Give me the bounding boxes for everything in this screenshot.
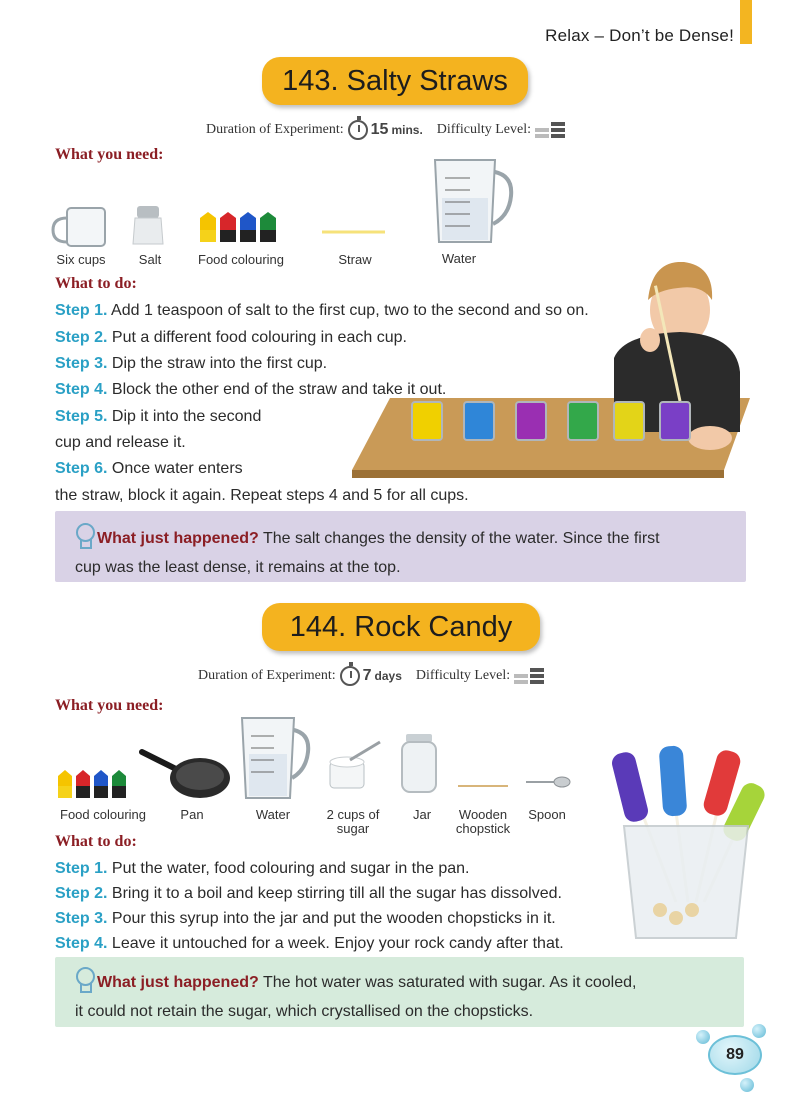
materials-illustration xyxy=(50,158,520,248)
step-row: Step 2. Put a different food colouring in each cup. xyxy=(55,329,407,346)
food-colouring-icon xyxy=(58,770,126,798)
item-label: sugar xyxy=(336,821,370,836)
step-row: Step 1. Put the water, food colouring and sugar in the pan. xyxy=(55,860,470,877)
experiment-title: 143. Salty Straws xyxy=(262,57,528,105)
cup-icon xyxy=(53,208,105,246)
what-happened-lead: What just happened? xyxy=(97,974,259,991)
difficulty-label: Difficulty Level: xyxy=(436,122,531,137)
experiment-meta xyxy=(206,120,565,140)
step-row: Step 2. Bring it to a boil and keep stirring till all the sugar has dissolved. xyxy=(55,885,562,902)
what-happened-text: The salt changes the density of the water. Since the first xyxy=(262,530,660,547)
duration-value: 15 xyxy=(370,121,389,138)
frying-pan-icon xyxy=(142,752,230,798)
item-label: Straw xyxy=(338,252,372,267)
stopwatch-icon xyxy=(348,120,368,140)
duration-value: 7 xyxy=(362,667,372,684)
molecule-decoration xyxy=(696,1030,710,1044)
todo-label: What to do: xyxy=(55,833,137,850)
duration-label: Duration of Experiment: xyxy=(198,668,336,683)
duration-label: Duration of Experiment: xyxy=(206,122,344,137)
need-label: What you need: xyxy=(55,697,164,714)
step-row: the straw, block it again. Repeat steps 4 and 5 for all cups. xyxy=(55,487,469,504)
duration-unit: mins. xyxy=(391,123,423,137)
difficulty-icon xyxy=(535,122,565,138)
step-row: Step 4. Leave it untouched for a week. Enjoy your rock candy after that. xyxy=(55,935,564,952)
what-happened-text: The hot water was saturated with sugar. As it cooled, xyxy=(262,974,637,991)
item-label: Water xyxy=(255,807,291,822)
measuring-jug-icon xyxy=(242,718,308,798)
step-row: cup and release it. xyxy=(55,434,186,451)
what-happened-text: cup was the least dense, it remains at the top. xyxy=(75,559,401,576)
step-row: Step 5. Dip it into the second xyxy=(55,408,262,425)
item-label: Salt xyxy=(138,252,162,267)
rock-candy-illustration xyxy=(606,742,776,947)
item-label: Six cups xyxy=(56,252,106,267)
item-label: Food colouring xyxy=(60,807,146,822)
item-label: 2 cups of xyxy=(326,807,380,822)
difficulty-label: Difficulty Level: xyxy=(415,668,511,683)
food-colouring-icon xyxy=(200,212,276,242)
item-label: Food colouring xyxy=(198,252,284,267)
step-row: Step 3. Pour this syrup into the jar and put the wooden chopsticks in it. xyxy=(55,910,556,927)
stopwatch-icon xyxy=(340,666,360,686)
what-happened-lead: What just happened? xyxy=(97,530,259,547)
materials-illustration xyxy=(50,712,595,806)
item-label: chopstick xyxy=(455,821,511,836)
what-happened-text: it could not retain the sugar, which crystallised on the chopsticks. xyxy=(75,1003,534,1020)
sugar-bowl-icon xyxy=(330,742,380,788)
what-happened-box xyxy=(55,511,746,582)
spoon-icon xyxy=(526,777,570,787)
need-label: What you need: xyxy=(55,146,164,163)
lightbulb-icon xyxy=(75,967,93,993)
step-row: Step 3. Dip the straw into the first cup. xyxy=(55,355,328,372)
lightbulb-icon xyxy=(75,523,93,549)
todo-label: What to do: xyxy=(55,275,137,292)
item-label: Jar xyxy=(412,807,432,822)
step-row: Step 1. Add 1 teaspoon of salt to the first cup, two to the second and so on. xyxy=(55,302,589,319)
step-row: Step 6. Once water enters xyxy=(55,460,243,477)
salt-shaker-icon xyxy=(133,206,163,244)
molecule-decoration xyxy=(740,1078,754,1092)
item-label: Spoon xyxy=(528,807,566,822)
jar-icon xyxy=(402,734,436,792)
boy-experiment-illustration xyxy=(352,262,752,480)
difficulty-icon xyxy=(514,668,544,684)
item-label: Wooden xyxy=(458,807,508,822)
duration-unit: days xyxy=(374,669,402,683)
item-label: Pan xyxy=(180,807,204,822)
molecule-decoration xyxy=(752,1024,766,1038)
item-label: Water xyxy=(441,251,477,266)
chapter-title: Relax – Don’t be Dense! xyxy=(545,26,734,45)
experiment-meta xyxy=(198,666,544,686)
header-accent-bar xyxy=(740,0,752,44)
page-number: 89 xyxy=(708,1035,762,1075)
step-row: Step 4. Block the other end of the straw and take it out. xyxy=(55,381,447,398)
experiment-title: 144. Rock Candy xyxy=(262,603,540,651)
measuring-jug-icon xyxy=(435,160,511,242)
what-happened-box xyxy=(55,957,744,1027)
